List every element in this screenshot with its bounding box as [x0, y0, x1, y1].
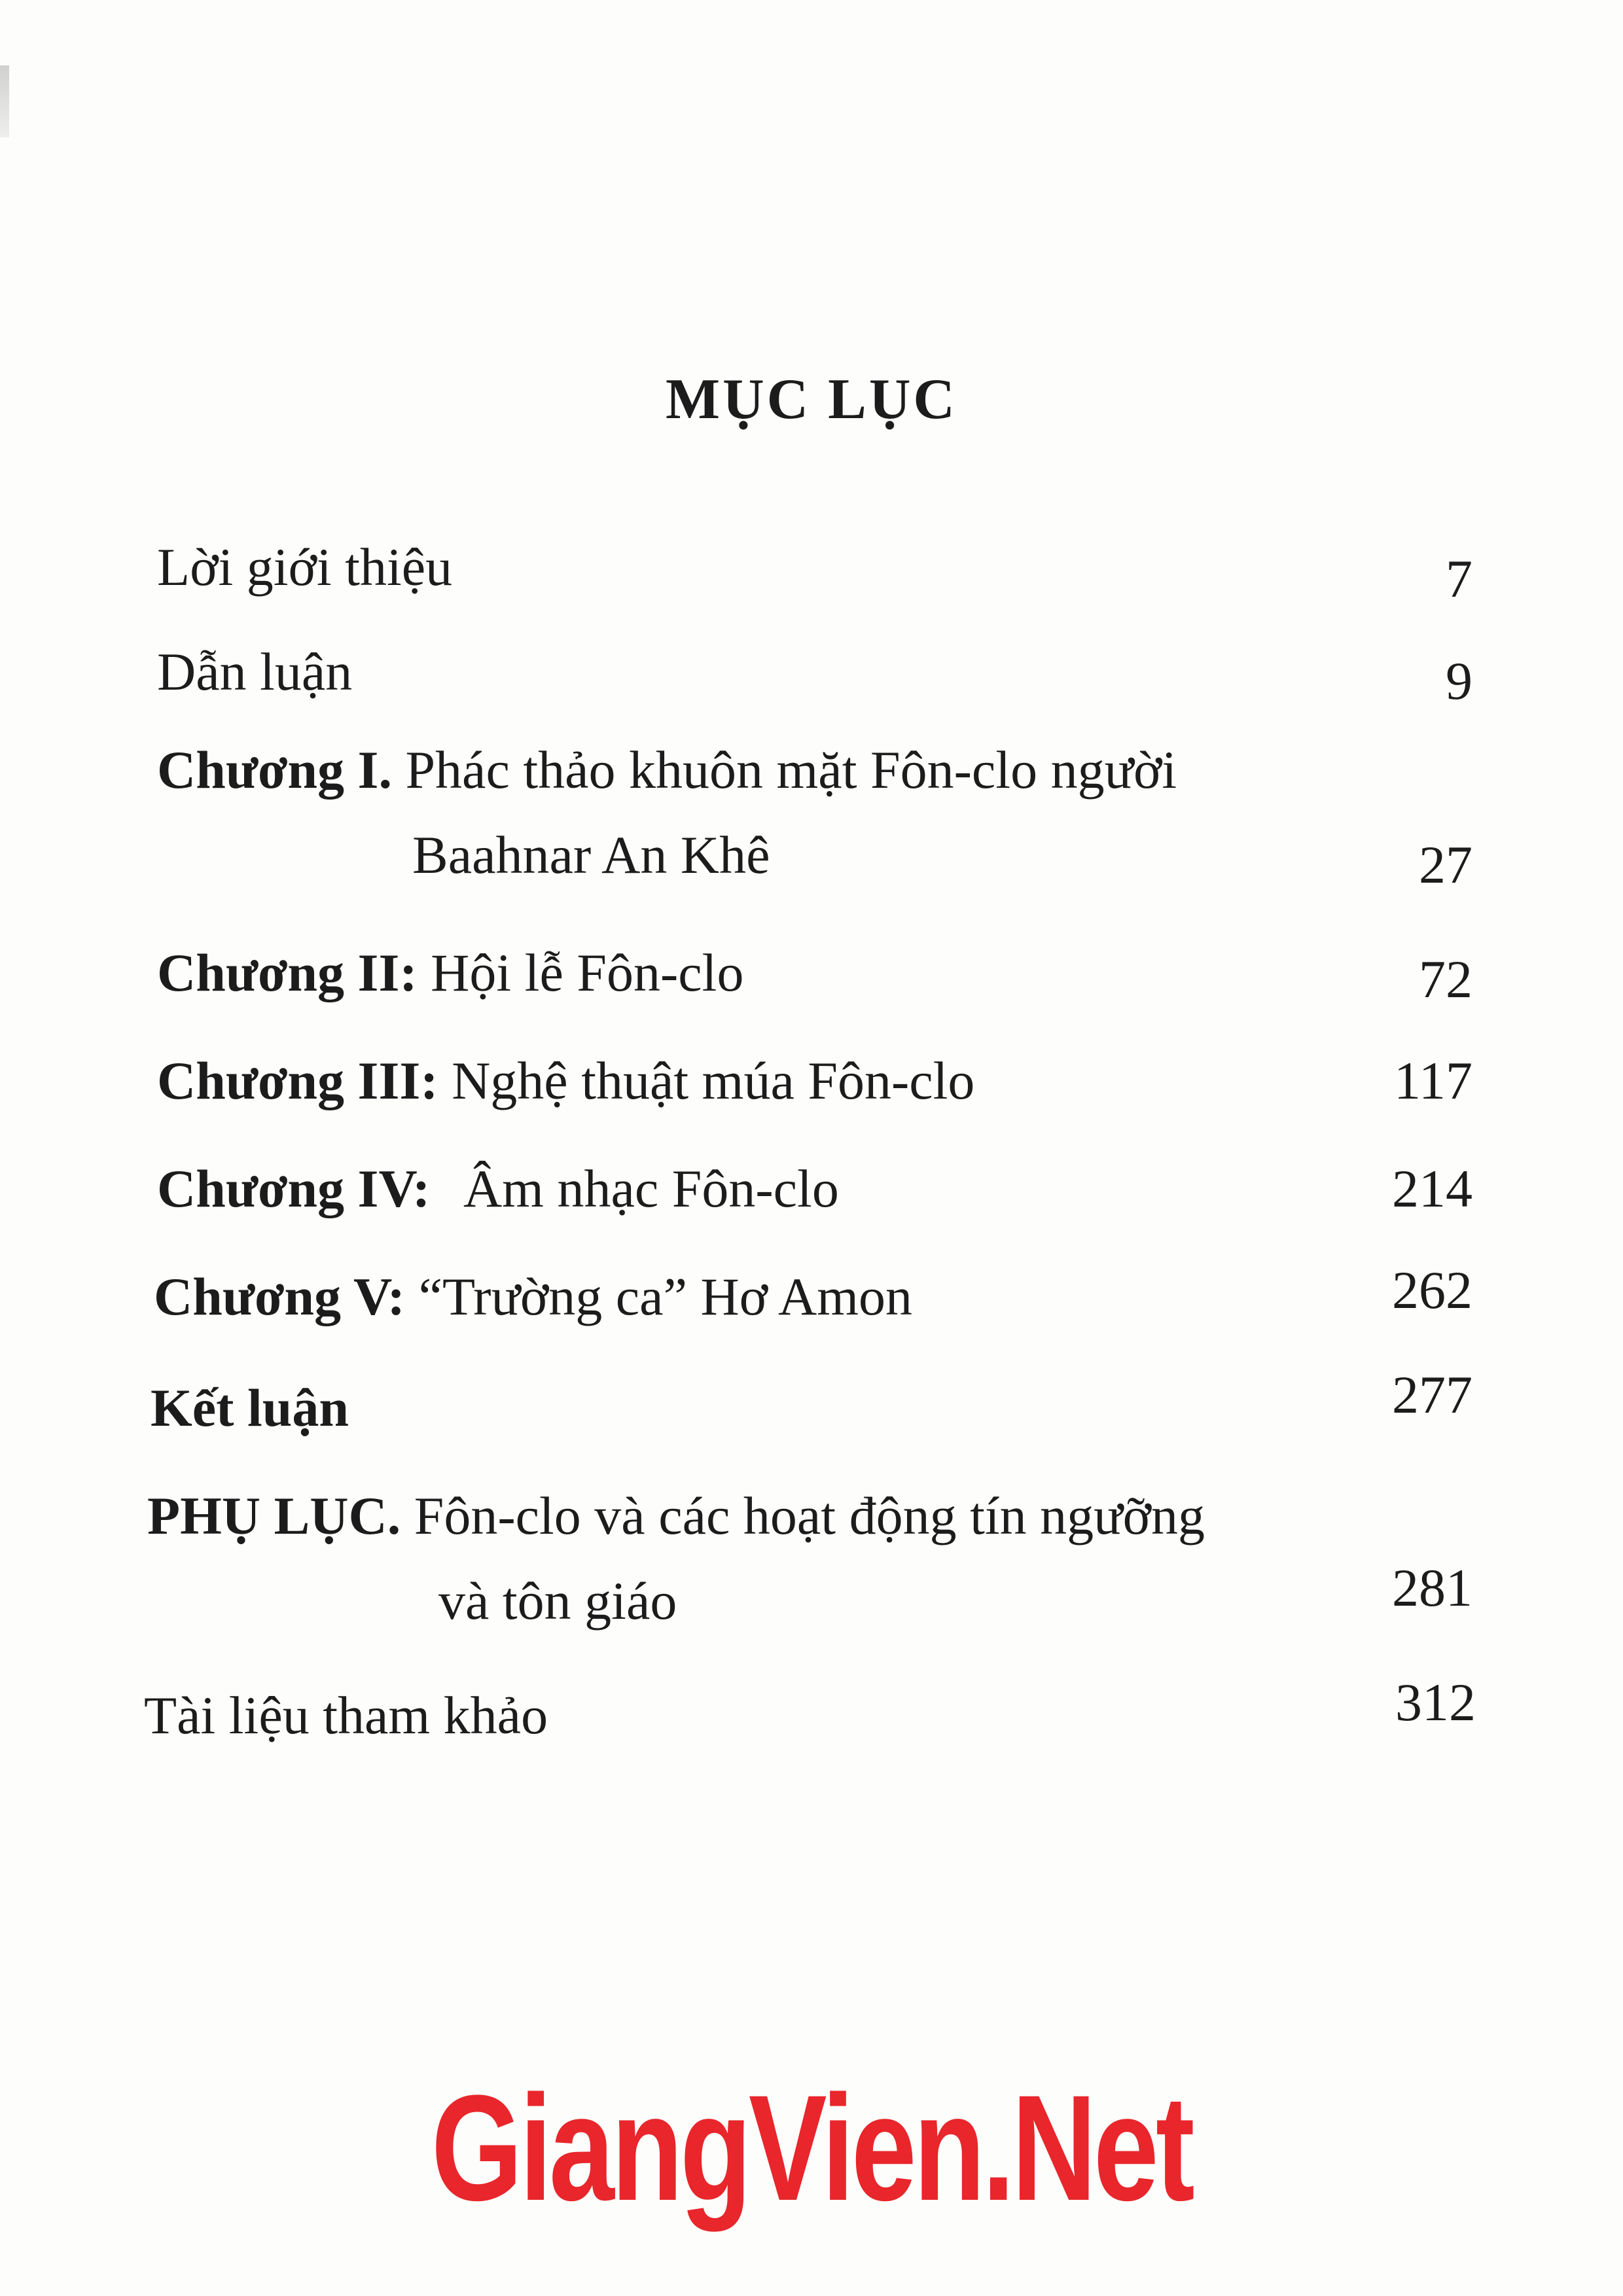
toc-entry-prefix: Chương I.	[157, 740, 392, 800]
toc-entry-prefix: PHỤ LỤC.	[147, 1486, 401, 1545]
toc-entry-page: 312	[1395, 1672, 1476, 1732]
toc-entry-text: Âm nhạc Fôn-clo	[463, 1159, 839, 1218]
toc-entry-page: 72	[1419, 949, 1472, 1009]
toc-entry-label	[154, 1266, 912, 1328]
toc-entry-page: 9	[1446, 651, 1472, 711]
toc-entry-text: Tài liệu tham khảo	[144, 1686, 548, 1745]
toc-entry-prefix: Chương IV:	[157, 1159, 431, 1218]
toc-entry-page: 214	[1392, 1159, 1472, 1218]
toc-entry-page: 27	[1419, 835, 1472, 894]
toc-entry-text: Phác thảo khuôn mặt Fôn-clo người	[405, 740, 1177, 800]
toc-entry-text: Nghệ thuật múa Fôn-clo	[452, 1051, 975, 1110]
toc-entry-label	[157, 1050, 974, 1112]
toc-entry-continuation: Baahnar An Khê	[412, 825, 770, 885]
toc-entry-text: Lời giới thiệu	[157, 537, 453, 597]
toc-entry-label	[147, 1485, 1205, 1547]
toc-title: MỤC LỤC	[666, 368, 957, 431]
watermark-logo-text: GiangVien.Net	[431, 2064, 1192, 2232]
toc-entry-prefix: Kết luận	[151, 1378, 349, 1438]
toc-entry-page: 281	[1392, 1558, 1472, 1617]
toc-entry-label	[157, 942, 743, 1004]
toc-entry-text: “Trường ca” Hơ Amon	[418, 1267, 913, 1326]
toc-entry-page: 262	[1392, 1260, 1472, 1320]
toc-entry-page: 7	[1446, 549, 1472, 609]
toc-entry-continuation: và tôn giáo	[438, 1571, 677, 1631]
toc-entry-prefix: Chương II:	[157, 943, 418, 1002]
toc-entry-prefix: Chương V:	[154, 1267, 406, 1326]
toc-entry-label	[151, 1377, 349, 1439]
toc-entry-page: 277	[1392, 1365, 1472, 1424]
toc-entry-label	[157, 739, 1177, 801]
toc-entry-text: Fôn-clo và các hoạt động tín ngưỡng	[414, 1486, 1205, 1545]
toc-entry-label	[157, 1158, 839, 1220]
toc-entry-prefix: Chương III:	[157, 1051, 438, 1110]
toc-entry-page: 117	[1394, 1051, 1472, 1110]
toc-entry-text: Hội lễ Fôn-clo	[431, 943, 744, 1002]
toc-entry-text: Dẫn luận	[157, 642, 353, 701]
scan-edge-shadow	[0, 65, 9, 137]
